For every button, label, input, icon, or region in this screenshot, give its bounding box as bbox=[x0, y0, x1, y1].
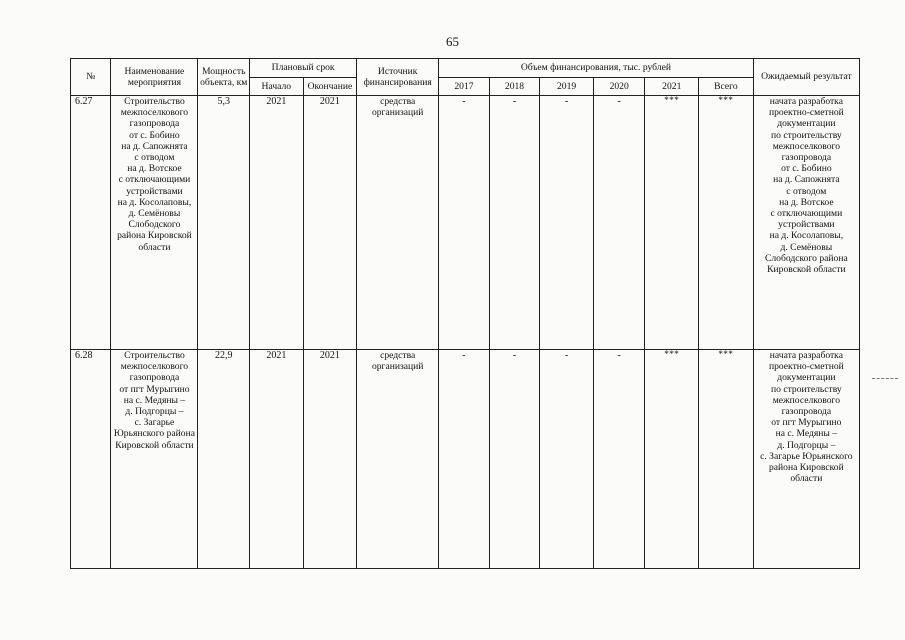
start-year: 2021 bbox=[250, 350, 304, 569]
funding-2020: - bbox=[593, 350, 645, 569]
table-row bbox=[71, 350, 860, 569]
margin-dash-mark bbox=[872, 378, 898, 379]
capacity-value: 22,9 bbox=[198, 350, 250, 569]
activity-name: Строительство межпоселкового газопровода от с. Бобино на д. Сапожнята с отводом на д. Вотское с отключающими устройствами на д. Косолаповы, д. Семёновы Слободского района Кировской области bbox=[111, 96, 198, 350]
page-number: 65 bbox=[446, 34, 459, 49]
header-start: Начало bbox=[250, 78, 304, 96]
header-capacity: Мощность объекта, км bbox=[198, 59, 250, 96]
end-year: 2021 bbox=[303, 350, 357, 569]
funding-source: средства организаций bbox=[357, 96, 439, 350]
header-schedule: Плановый срок bbox=[250, 59, 357, 78]
funding-2017: - bbox=[439, 96, 490, 350]
funding-2019: - bbox=[540, 96, 594, 350]
end-year: 2021 bbox=[303, 96, 357, 350]
header-year-2020: 2020 bbox=[593, 78, 645, 96]
row-number: 6.28 bbox=[71, 350, 111, 569]
header-funding: Объем финансирования, тыс. рублей bbox=[439, 59, 754, 78]
header-result: Ожидаемый результат bbox=[753, 59, 859, 96]
funding-2018: - bbox=[489, 350, 540, 569]
header-year-2019: 2019 bbox=[540, 78, 594, 96]
funding-2020: - bbox=[593, 96, 645, 350]
funding-2017: - bbox=[439, 350, 490, 569]
funding-source: средства организаций bbox=[357, 350, 439, 569]
header-total: Всего bbox=[699, 78, 754, 96]
funding-2019: - bbox=[540, 350, 594, 569]
funding-total: *** bbox=[699, 350, 754, 569]
header-row-1 bbox=[71, 59, 860, 78]
header-source: Источник финансирования bbox=[357, 59, 439, 96]
row-number: 6.27 bbox=[71, 96, 111, 350]
expected-result: начата разработка проектно-сметной документации по строительству межпоселкового газопровода от с. Бобино на д. Сапожнята с отводом на д. Вотское с отключающими устройствами на д. Косолаповы, д. Семёновы Слободского района Кировской области bbox=[753, 96, 859, 350]
start-year: 2021 bbox=[250, 96, 304, 350]
header-no: № bbox=[71, 59, 111, 96]
funding-2018: - bbox=[489, 96, 540, 350]
financing-table bbox=[70, 58, 860, 569]
funding-2021: *** bbox=[645, 96, 699, 350]
table-row bbox=[71, 96, 860, 350]
header-name: Наименование мероприятия bbox=[111, 59, 198, 96]
header-year-2017: 2017 bbox=[439, 78, 490, 96]
funding-2021: *** bbox=[645, 350, 699, 569]
funding-total: *** bbox=[699, 96, 754, 350]
activity-name: Строительство межпоселкового газопровода от пгт Мурыгино на с. Медяны – д. Подгорцы – с. Загарье Юрьянского района Кировской области bbox=[111, 350, 198, 569]
header-end: Окончание bbox=[303, 78, 357, 96]
capacity-value: 5,3 bbox=[198, 96, 250, 350]
header-year-2021: 2021 bbox=[645, 78, 699, 96]
header-year-2018: 2018 bbox=[489, 78, 540, 96]
expected-result: начата разработка проектно-сметной документации по строительству межпоселкового газопровода от пгт Мурыгино на с. Медяны – д. Подгорцы – с. Загарье Юрьянского района Кировской области bbox=[753, 350, 859, 569]
